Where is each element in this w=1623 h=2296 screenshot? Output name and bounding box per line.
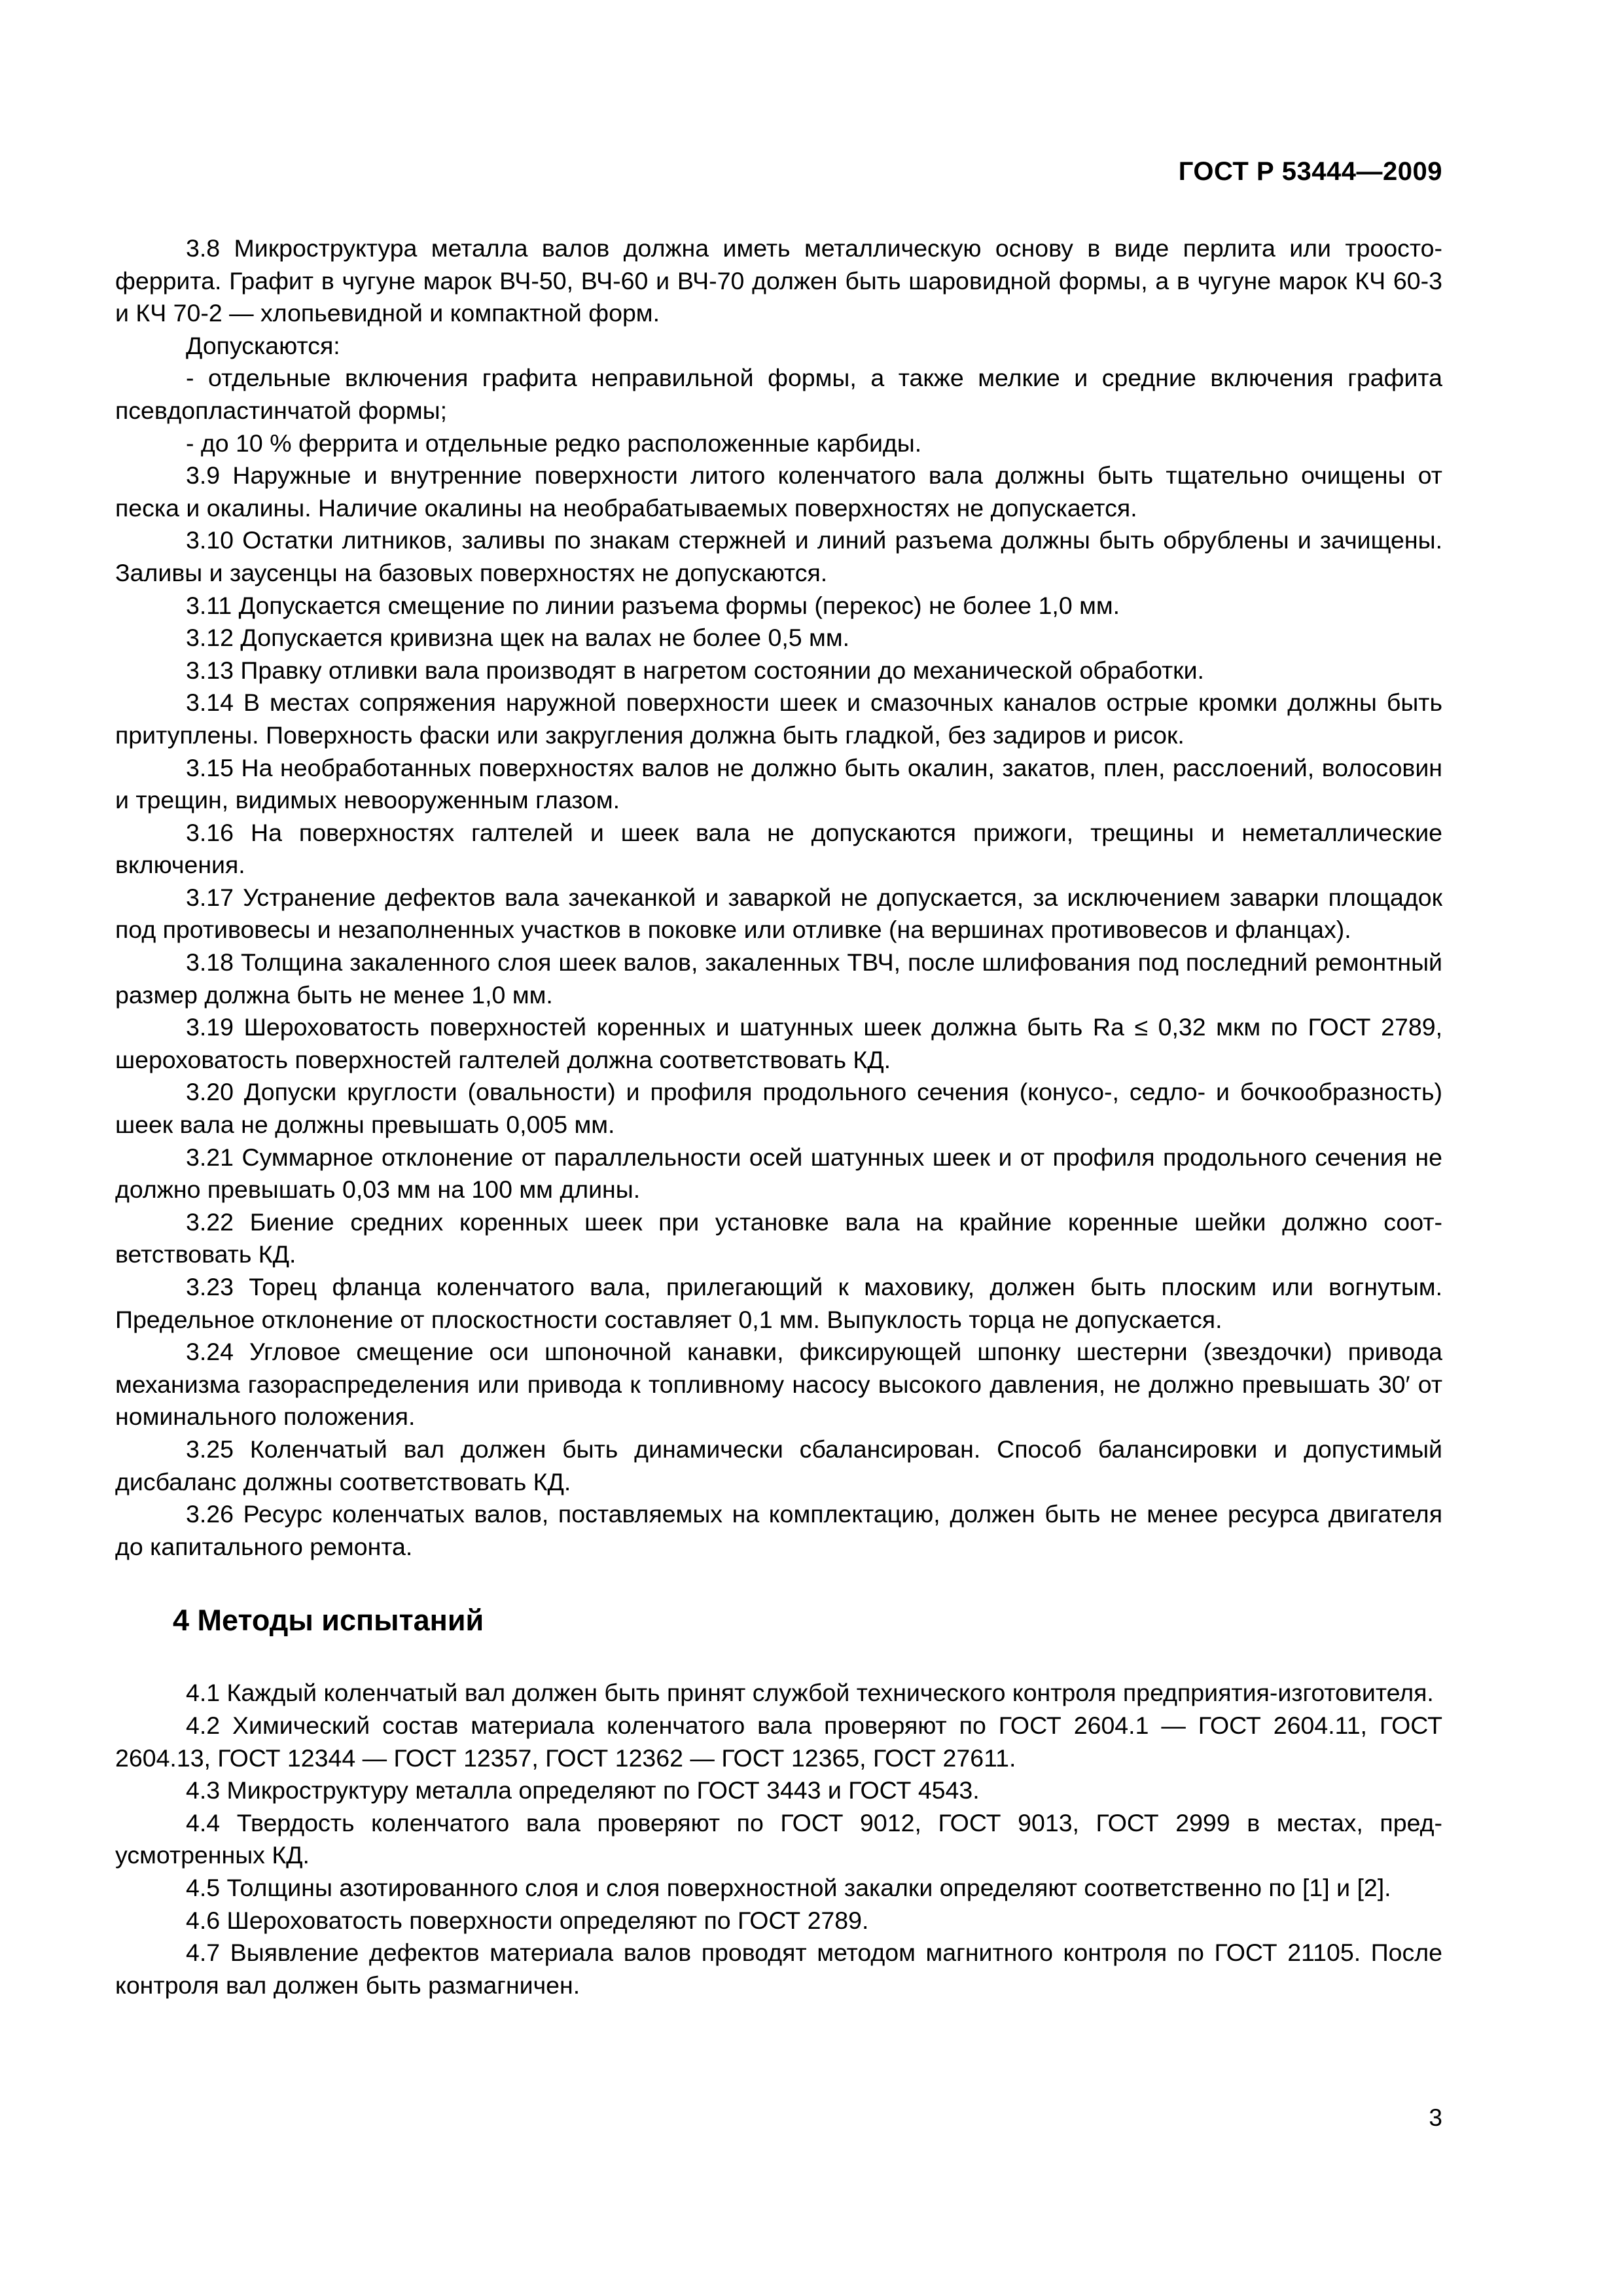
- paragraph-4-2: 4.2 Химический состав материала коленчатого вала проверяют по ГОСТ 2604.1 — ГОСТ 2604.11, ГОСТ 2604.13, ГОСТ 12344 — ГОСТ 12357, ГОСТ 12362 — ГОСТ 12365, ГОСТ 27611.: [115, 1711, 1442, 1772]
- paragraph-4-1: 4.1 Каждый коленчатый вал должен быть принят службой технического контроля предприятия-изготовителя.: [186, 1679, 1434, 1707]
- paragraph-3-24: 3.24 Угловое смещение оси шпоночной канавки, фиксирующей шпонку шестерни (звездочки) привода механизма газораспределения или привода к топливному насосу высокого давления, не должно превышать 30′ от номинального положения.: [115, 1338, 1442, 1431]
- paragraph-3-21: 3.21 Суммарное отклонение от параллельности осей шатунных шеек и от профиля продольного сечения не должно превышать 0,03 мм на 100 мм длины.: [115, 1143, 1442, 1204]
- paragraph-3-22: 3.22 Биение средних коренных шеек при установке вала на крайние коренные шейки должно соответствовать КД.: [115, 1208, 1442, 1268]
- paragraph-4-3: 4.3 Микроструктуру металла определяют по ГОСТ 3443 и ГОСТ 4543.: [186, 1776, 980, 1804]
- paragraph-3-25: 3.25 Коленчатый вал должен быть динамически сбалансирован. Способ балансировки и допустимый дисбаланс должны соответствовать КД.: [115, 1435, 1442, 1496]
- paragraph-3-9: 3.9 Наружные и внутренние поверхности литого коленчатого вала должны быть тщательно очищены от песка и окалины. Наличие окалины на необрабатываемых поверхностях не допускается.: [115, 461, 1442, 522]
- paragraph-3-18: 3.18 Толщина закаленного слоя шеек валов, закаленных ТВЧ, после шлифования под последний ремонтный размер должна быть не менее 1,0 мм.: [115, 948, 1442, 1009]
- paragraph-3-20: 3.20 Допуски круглости (овальности) и профиля продольного сечения (конусо-, седло- и бочкообразность) шеек вала не должны превышать 0,005 мм.: [115, 1078, 1442, 1139]
- paragraph-3-16: 3.16 На поверхностях галтелей и шеек вала не допускаются прижоги, трещины и неметаллические включения.: [115, 818, 1442, 879]
- paragraph-3-13: 3.13 Правку отливки вала производят в нагретом состоянии до механической обработки.: [186, 656, 1204, 684]
- paragraph-4-5: 4.5 Толщины азотированного слоя и слоя поверхностной закалки определяют соответственно по [1] и [2].: [186, 1873, 1391, 1901]
- paragraph-3-8: 3.8 Микроструктура металла валов должна иметь металлическую основу в виде перлита или троосто-феррита. Графит в чугуне марок ВЧ-50, ВЧ-60 и ВЧ-70 должен быть шаровидной формы, а в чугуне марок КЧ 60-3 и КЧ 70-2 — хлопьевидной и компактной форм.: [115, 234, 1442, 327]
- page-number: 3: [1429, 2104, 1442, 2131]
- paragraph-3-12: 3.12 Допускается кривизна щек на валах не более 0,5 мм.: [186, 624, 850, 652]
- paragraph-4-4: 4.4 Твердость коленчатого вала проверяют по ГОСТ 9012, ГОСТ 9013, ГОСТ 2999 в местах, предусмотренных КД.: [115, 1808, 1442, 1869]
- document-header-id: ГОСТ Р 53444—2009: [1178, 157, 1442, 186]
- paragraph-3-11: 3.11 Допускается смещение по линии разъема формы (перекос) не более 1,0 мм.: [186, 591, 1120, 619]
- paragraph-4-6: 4.6 Шероховатость поверхности определяют по ГОСТ 2789.: [186, 1906, 869, 1934]
- paragraph-3-23: 3.23 Торец фланца коленчатого вала, прилегающий к маховику, должен быть плоским или вогнутым. Предельное отклонение от плоскостности составляет 0,1 мм. Выпуклость торца не допускается.: [115, 1273, 1442, 1333]
- paragraph-3-10: 3.10 Остатки литников, заливы по знакам стержней и линий разъема должны быть обрублены и зачищены. Заливы и заусенцы на базовых поверхностях не допускаются.: [115, 526, 1442, 586]
- paragraph-allowed-item-1: - отдельные включения графита неправильной формы, а также мелкие и средние включения графита псевдопластинчатой формы;: [115, 364, 1442, 424]
- section-4-heading: 4 Методы испытаний: [173, 1604, 484, 1638]
- document-body: [115, 232, 1442, 2001]
- paragraph-4-7: 4.7 Выявление дефектов материала валов проводят методом магнитного контроля по ГОСТ 21105. После контроля вал должен быть размагничен.: [115, 1939, 1442, 1999]
- paragraph-3-26: 3.26 Ресурс коленчатых валов, поставляемых на комплектацию, должен быть не менее ресурса двигателя до капитального ремонта.: [115, 1500, 1442, 1560]
- paragraph-3-17: 3.17 Устранение дефектов вала зачеканкой и заваркой не допускается, за исключением заварки площадок под противовесы и незаполненных участков в поковке или отливке (на вершинах противовесов и фланцах).: [115, 883, 1442, 944]
- paragraph-3-19: 3.19 Шероховатость поверхностей коренных и шатунных шеек должна быть Ra ≤ 0,32 мкм по ГОСТ 2789, шероховатость поверхностей галтелей должна соответствовать КД.: [115, 1013, 1442, 1073]
- paragraph-3-15: 3.15 На необработанных поверхностях валов не должно быть окалин, закатов, плен, расслоений, волосовин и трещин, видимых невооруженным глазом.: [115, 753, 1442, 814]
- paragraph-allowed-item-2: - до 10 % феррита и отдельные редко расположенные карбиды.: [186, 429, 922, 457]
- paragraph-allowed-intro: Допускаются:: [186, 331, 340, 359]
- paragraph-3-14: 3.14 В местах сопряжения наружной поверхности шеек и смазочных каналов острые кромки должны быть притуплены. Поверхность фаски или закругления должна быть гладкой, без задиров и рисок.: [115, 689, 1442, 749]
